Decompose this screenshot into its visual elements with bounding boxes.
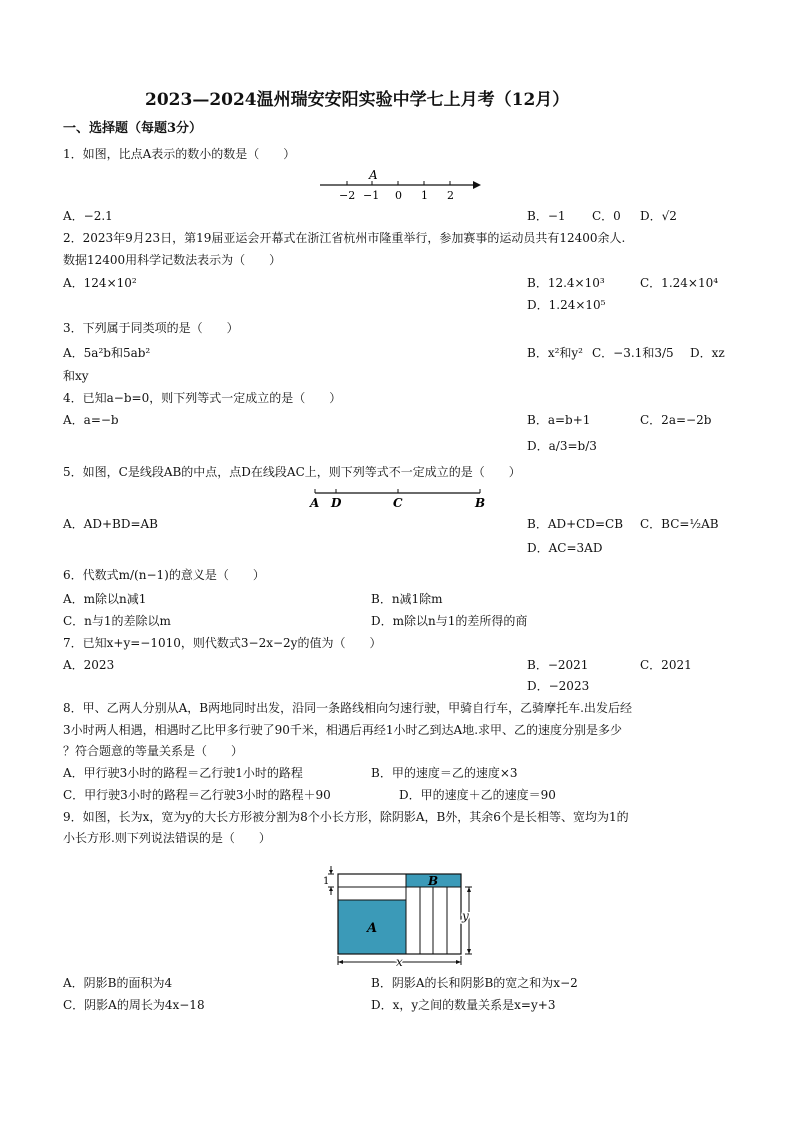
point-label: B <box>475 496 486 510</box>
q1-number-line <box>315 166 485 202</box>
q4-option-c: C．2a=−2b <box>640 413 712 427</box>
q1-stem: 1．如图，比点A表示的数小的数是（ ） <box>63 147 296 161</box>
point-a-label: A <box>369 168 378 182</box>
dimension-one-label: 1 <box>323 876 330 887</box>
q2-stem-line2: 数据12400用科学记数法表示为（ ） <box>63 253 282 267</box>
q9-option-d: D．x，y之间的数量关系是x=y+3 <box>371 998 556 1012</box>
q8-stem-line2: 3小时两人相遇，相遇时乙比甲多行驶了90千米，相遇后再经1小时乙到达A地.求甲、乙的速度分别是多少 <box>63 723 623 737</box>
q6-stem: 6．代数式m/(n−1)的意义是（ ） <box>63 568 265 582</box>
q3-option-a: A．5a²b和5ab² <box>63 346 151 360</box>
q8-option-c: C．甲行驶3小时的路程＝乙行驶3小时的路程＋90 <box>63 788 331 802</box>
q5-option-a: A．AD+BD=AB <box>63 517 158 531</box>
q6-option-a: A．m除以n减1 <box>63 592 147 606</box>
number-line-arrow <box>473 181 481 189</box>
q1-option-b: B．−1 <box>527 209 566 223</box>
q9-stem-line1: 9．如图，长为x，宽为y的大长方形被分割为8个小长方形，除阴影A，B外，其余6个是长相等、宽均为1的 <box>63 810 629 824</box>
q2-option-b: B．12.4×10³ <box>527 276 605 290</box>
dimension-x-label: x <box>396 955 403 969</box>
q3-option-d-cont: 和xy <box>63 369 89 383</box>
q3-option-c: C．−3.1和3/5 <box>592 346 674 360</box>
q3-option-d: D．xz <box>690 346 725 360</box>
q9-rectangle-figure <box>320 852 480 970</box>
q4-stem: 4．已知a−b=0，则下列等式一定成立的是（ ） <box>63 391 342 405</box>
q4-option-a: A．a=−b <box>63 413 119 427</box>
q9-stem-line2: 小长方形.则下列说法错误的是（ ） <box>63 831 271 845</box>
q5-stem: 5．如图，C是线段AB的中点，点D在线段AC上，则下列等式不一定成立的是（ ） <box>63 465 521 479</box>
q3-stem: 3．下列属于同类项的是（ ） <box>63 321 239 335</box>
tick-label: 2 <box>447 189 454 202</box>
q9-option-c: C．阴影A的周长为4x−18 <box>63 998 205 1012</box>
q8-option-a: A．甲行驶3小时的路程＝乙行驶1小时的路程 <box>63 766 303 780</box>
q7-stem: 7．已知x+y=−1010，则代数式3−2x−2y的值为（ ） <box>63 636 382 650</box>
q8-option-d: D．甲的速度＋乙的速度＝90 <box>399 788 556 802</box>
q9-option-b: B．阴影A的长和阴影B的宽之和为x−2 <box>371 976 578 990</box>
q5-option-b: B．AD+CD=CB <box>527 517 624 531</box>
q5-segment-figure <box>305 485 490 513</box>
q2-stem-line1: 2．2023年9月23日，第19届亚运会开幕式在浙江省杭州市隆重举行，参加赛事的运动员共有12400余人. <box>63 231 626 245</box>
point-label: A <box>310 496 320 510</box>
q2-option-a: A．124×10² <box>63 276 137 290</box>
q8-stem-line1: 8．甲、乙两人分别从A，B两地同时出发，沿同一条路线相向匀速行驶，甲骑自行车，乙骑摩托车.出发后经 <box>63 701 632 715</box>
q8-stem-line3: ？符合题意的等量关系是（ ） <box>63 744 244 758</box>
q1-option-c: C．0 <box>592 209 621 223</box>
q7-option-c: C．2021 <box>640 658 692 672</box>
page-title: 2023—2024温州瑞安安阳实验中学七上月考（12月） <box>145 90 570 110</box>
point-label: D <box>331 496 342 510</box>
tick-label: 1 <box>421 189 428 202</box>
q5-option-c: C．BC=½AB <box>640 517 719 531</box>
q2-option-c: C．1.24×10⁴ <box>640 276 719 290</box>
q1-option-a: A．−2.1 <box>63 209 113 223</box>
q2-option-d: D．1.24×10⁵ <box>527 298 606 312</box>
q1-option-d: D．√2 <box>640 209 677 223</box>
tick-label: −1 <box>363 189 380 202</box>
rect-a-label: A <box>367 921 378 936</box>
tick-label: 0 <box>395 189 402 202</box>
rect-b-label: B <box>428 874 439 888</box>
point-label: C <box>393 496 403 510</box>
dimension-y-label: y <box>462 909 469 923</box>
q6-option-d: D．m除以n与1的差所得的商 <box>371 614 528 628</box>
q6-option-c: C．n与1的差除以m <box>63 614 171 628</box>
tick-label: −2 <box>339 189 356 202</box>
section-heading: 一、选择题（每题3分） <box>63 121 203 136</box>
q9-option-a: A．阴影B的面积为4 <box>63 976 173 990</box>
q7-option-d: D．−2023 <box>527 679 590 693</box>
q4-option-d: D．a/3=b/3 <box>527 439 597 453</box>
q8-option-b: B．甲的速度＝乙的速度×3 <box>371 766 518 780</box>
q7-option-b: B．−2021 <box>527 658 589 672</box>
q3-option-b: B．x²和y² <box>527 346 583 360</box>
q6-option-b: B．n减1除m <box>371 592 443 606</box>
q5-option-d: D．AC=3AD <box>527 541 603 555</box>
q7-option-a: A．2023 <box>63 658 115 672</box>
q4-option-b: B．a=b+1 <box>527 413 591 427</box>
